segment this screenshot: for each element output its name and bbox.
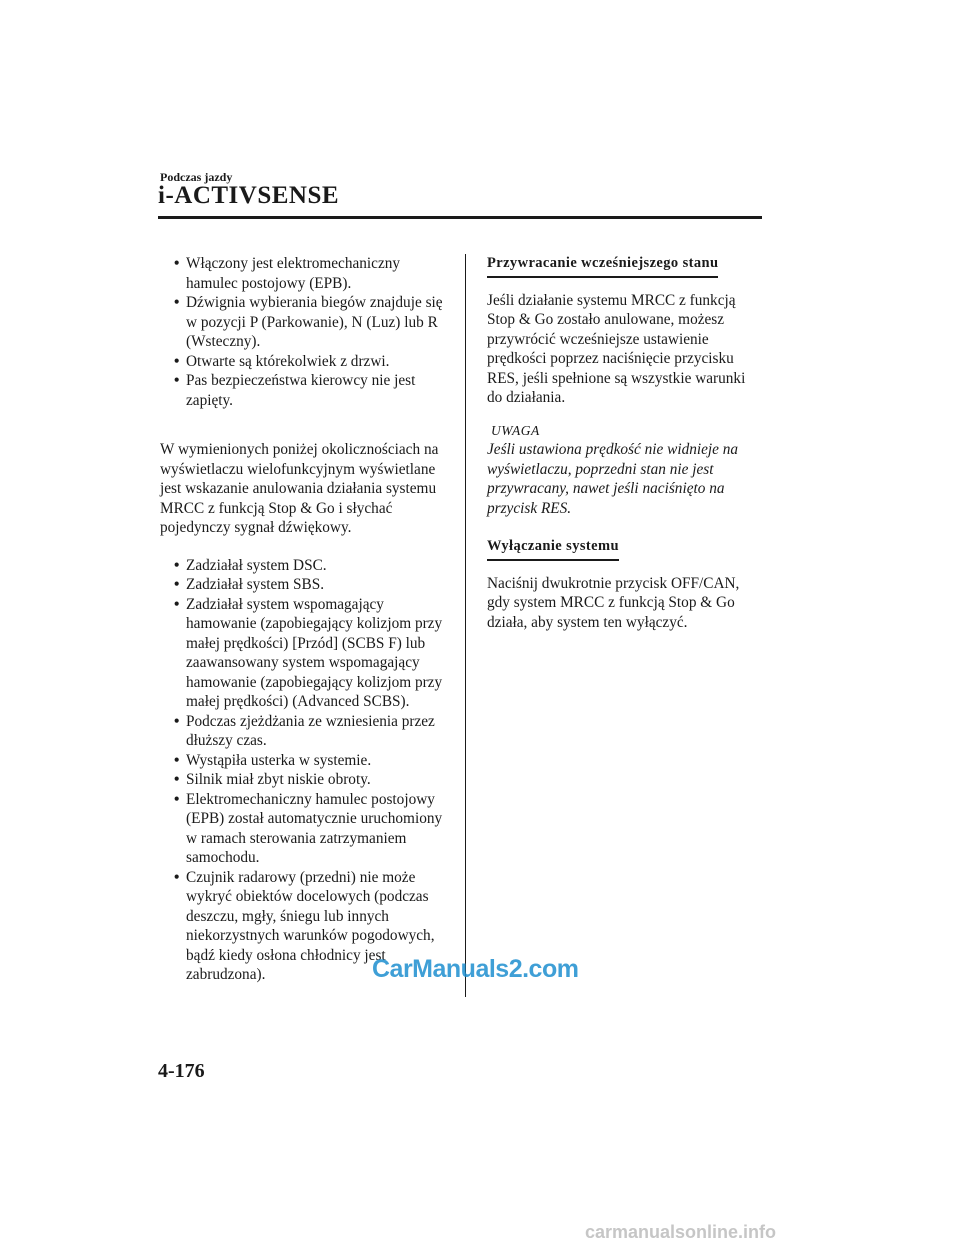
note-text: Jeśli ustawiona prędkość nie widnieje na wyświetlaczu, poprzedni stan nie jest przywracany, nawet jeśli naciśnięto na przycisk RES. [487, 441, 739, 517]
left-column [160, 254, 450, 985]
right-column [487, 253, 762, 632]
bullet-icon: • [174, 352, 180, 370]
bullet-icon: • [174, 790, 180, 808]
restore-text: Jeśli działanie systemu MRCC z funkcją Stop & Go zostało anulowane, możesz przywrócić wcześniejsze ustawienie prędkości poprzez naciśnięcie przycisku RES, jeśli spełnione są wszystkie warunki do działania. [487, 291, 746, 406]
page-number: 4-176 [158, 1060, 205, 1082]
list-item [160, 595, 450, 712]
list-item-text: Wystąpiła usterka w systemie. [186, 751, 372, 769]
list-item-text: Podczas zjeżdżania ze wzniesienia przez dłuższy czas. [186, 712, 435, 749]
bullet-icon: • [174, 556, 180, 574]
list-item [160, 293, 450, 352]
list-item [160, 556, 450, 576]
bullet-icon: • [174, 372, 180, 389]
list-item [160, 790, 450, 868]
list-item-text: Otwarte są którekolwiek z drzwi. [186, 352, 390, 370]
column-divider [465, 254, 466, 997]
list-item [160, 712, 450, 751]
footer-site-mark: carmanualsonline.info [585, 1222, 777, 1242]
watermark: CarManuals2.com [372, 955, 579, 983]
list-item [160, 352, 450, 372]
header-rule [158, 216, 762, 219]
off-text: Naciśnij dwukrotnie przycisk OFF/CAN, gdy system MRCC z funkcją Stop & Go działa, aby system ten wyłączyć. [487, 574, 740, 631]
list-item-text: Silnik miał zbyt niskie obroty. [186, 771, 371, 788]
bullet-icon: • [174, 771, 180, 788]
list-item-text: Dźwignia wybierania biegów znajduje się w pozycji P (Parkowanie), N (Luz) lub R (Wsteczny). [186, 294, 443, 350]
restore-heading: Przywracanie wcześniejszego stanu [487, 254, 718, 278]
off-heading: Wyłączanie systemu [487, 537, 619, 561]
list-item-text: Pas bezpieczeństwa kierowcy nie jest zapięty. [186, 372, 416, 409]
bullet-icon: • [174, 576, 180, 593]
bullet-icon: • [174, 294, 180, 311]
list-item-text: Zadziałał system DSC. [186, 556, 327, 574]
parking-conditions-list [160, 254, 450, 410]
list-item [160, 371, 450, 410]
note-block [487, 421, 762, 519]
list-item [160, 751, 450, 771]
bullet-icon: • [174, 868, 180, 886]
bullet-icon: • [174, 595, 180, 613]
cancel-paragraph: W wymienionych poniżej okolicznościach na wyświetlaczu wielofunkcyjnym wyświetlane jest wskazanie anulowania działania systemu MRCC z funkcją Stop & Go i słychać pojedynczy sygnał dźwiękowy. [160, 441, 439, 536]
list-item-text: Zadziałał system wspomagający hamowanie (zapobiegający kolizjom przy małej prędkości) [Przód] (SCBS F) lub zaawansowany system wspomagający hamowanie (zapobiegający kolizjom przy małej prędkości) (Advanced SCBS). [186, 595, 443, 710]
list-item-text: Czujnik radarowy (przedni) nie może wykryć obiektów docelowych (podczas deszczu, mgły, śniegu lub innych niekorzystnych warunków pogodowych, bądź kiedy osłona chłodnicy jest zabrudzona). [186, 868, 435, 983]
list-item-text: Włączony jest elektromechaniczny hamulec postojowy (EPB). [186, 255, 401, 292]
list-item [160, 575, 450, 595]
bullet-icon: • [174, 255, 180, 272]
bullet-icon: • [174, 751, 180, 769]
section-label: Podczas jazdy [160, 170, 233, 184]
cancel-conditions-list [160, 556, 450, 985]
note-label: UWAGA [491, 422, 540, 438]
list-item-text: Elektromechaniczny hamulec postojowy (EPB) został automatycznie uruchomiony w ramach sterowania zatrzymaniem samochodu. [186, 790, 443, 866]
list-item-text: Zadziałał system SBS. [186, 576, 325, 593]
chapter-title: i-ACTIVSENSE [158, 182, 340, 209]
list-item [160, 254, 450, 293]
list-item [160, 770, 450, 790]
bullet-icon: • [174, 712, 180, 730]
